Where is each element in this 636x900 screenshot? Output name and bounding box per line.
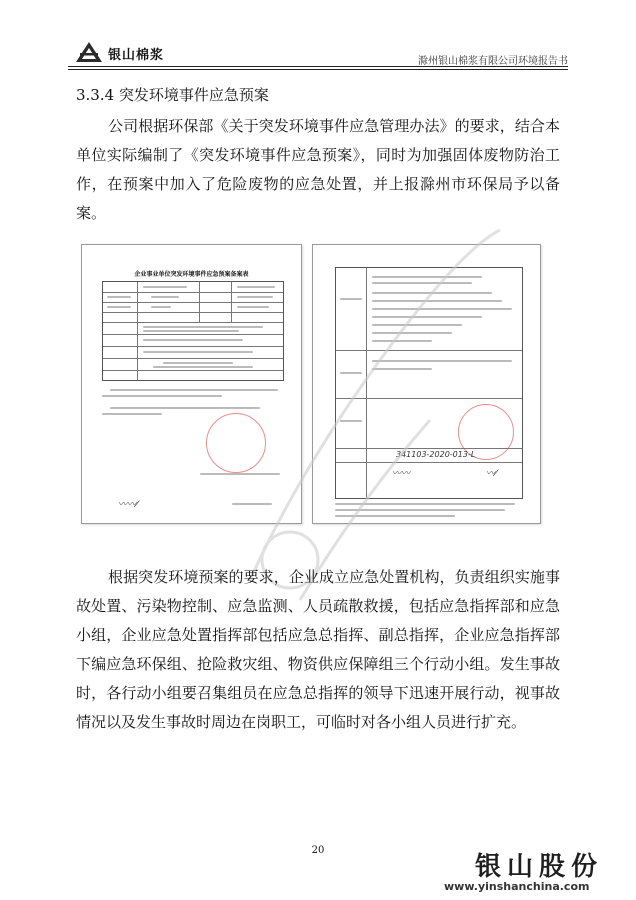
header-document-title: 滁州银山棉浆有限公司环境报告书 [418,56,568,67]
brand-url-watermark: www.yinshanchina.com [444,880,590,893]
brand-watermark: 银山股份 [475,852,604,882]
paragraph-1: 公司根据环保部《关于突发环境事件应急管理办法》的要求，结合本单位实际编制了《突发环境事件应急预案》，同时为加强固体废物防治工作，在预案中加入了危险废物的应急处置，并上报滁州市环保局予以备案。 [76,117,560,222]
section-title: 3.3.4 突发环境事件应急预案 [76,86,269,104]
handwritten-signature-3: 〰⁄ [486,469,497,479]
paragraph-2: 根据突发环境预案的要求，企业成立应急处置机构，负责组织实施事故处置、污染物控制、应急监测、人员疏散救援，包括应急指挥部和应急小组，企业应急处置指挥部包括应急总指挥、副总指挥，企业应急指挥部下编应急环保组、抢险救灾组、物资供应保障组三个行动小组。发生事故时，各行动小组要召集组员在应急总指挥的领导下迅速开展行动，视事故情况以及发生事故时周边在岗职工，可临时对各小组人员进行扩充。 [76,568,560,731]
handwritten-signature-2: 〰〰 [392,469,411,479]
page-number: 20 [311,845,325,856]
form-title: 企业事业单位突发环境事件应急预案备案表 [134,271,249,278]
record-number: 341103-2020-013-L [396,450,476,459]
handwritten-signature: 〰〰⁄ [118,500,138,510]
logo-text: 银山棉浆 [108,48,165,63]
